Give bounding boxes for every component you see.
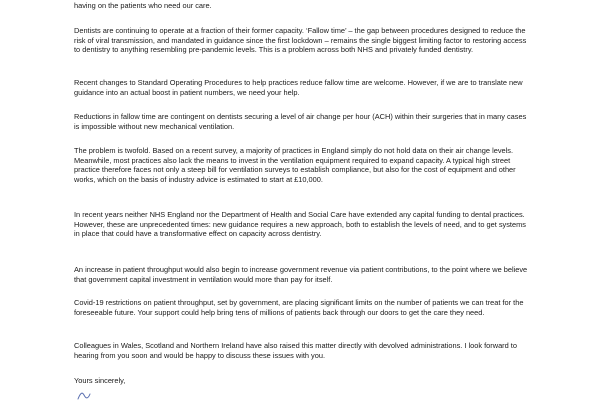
letter-paragraph-8: Covid-19 restrictions on patient throughput, set by government, are placing significant limits on the number of patients we can treat for the foreseeable future. Your support could help bring tens of millions of patients back through our doors to get the care they need. (74, 298, 524, 317)
letter-paragraph-9: Colleagues in Wales, Scotland and Northern Ireland have also raised this matter directly with devolved administrations. I look forward to hearing from you soon and would be happy to discuss these issues with you. (74, 341, 517, 360)
signature-mark (76, 388, 100, 400)
letter-page (74, 0, 530, 400)
letter-paragraph-6: In recent years neither NHS England nor the Department of Health and Social Care have extended any capital funding to dental practices. However, these are unprecedented times: new guidance requires a new approach, both to establish the levels of need, and to get systems in place that could have a transformative effect on capacity across dentistry. (74, 210, 526, 239)
letter-paragraph-2: Dentists are continuing to operate at a fraction of their former capacity. ‘Fallow time’ – the gap between procedures designed to reduce the risk of viral transmission, and mandated in guidance since the first lockdown – remains the single biggest limiting factor to restoring access to dentistry to anything resembling pre-pandemic levels. This is a problem across both NHS and privately funded dentistry. (74, 26, 527, 55)
letter-paragraph-7: An increase in patient throughput would also begin to increase government revenue via patient contributions, to the point where we believe that government capital investment in ventilation would more than pay for itself. (74, 265, 528, 284)
letter-paragraph-1: having on the patients who need our care. (74, 1, 212, 10)
letter-paragraph-3: Recent changes to Standard Operating Procedures to help practices reduce fallow time are welcome. However, if we are to translate new guidance into an actual boost in patient numbers, we need your help. (74, 78, 523, 97)
closing-salutation: Yours sincerely, (74, 376, 126, 385)
letter-paragraph-5: The problem is twofold. Based on a recent survey, a majority of practices in England simply do not hold data on their air change levels. Meanwhile, most practices also lack the means to invest in the ventilation equipment required to expand capacity. A typical high street practice therefore faces not only a steep bill for ventilation surveys to establish compliance, but also for the cost of equipment and other works, which on the basis of industry advice is estimated to start at £10,000. (74, 146, 516, 185)
letter-paragraph-4: Reductions in fallow time are contingent on dentists securing a level of air change per hour (ACH) within their surgeries that in many cases is impossible without new mechanical ventilation. (74, 112, 527, 131)
